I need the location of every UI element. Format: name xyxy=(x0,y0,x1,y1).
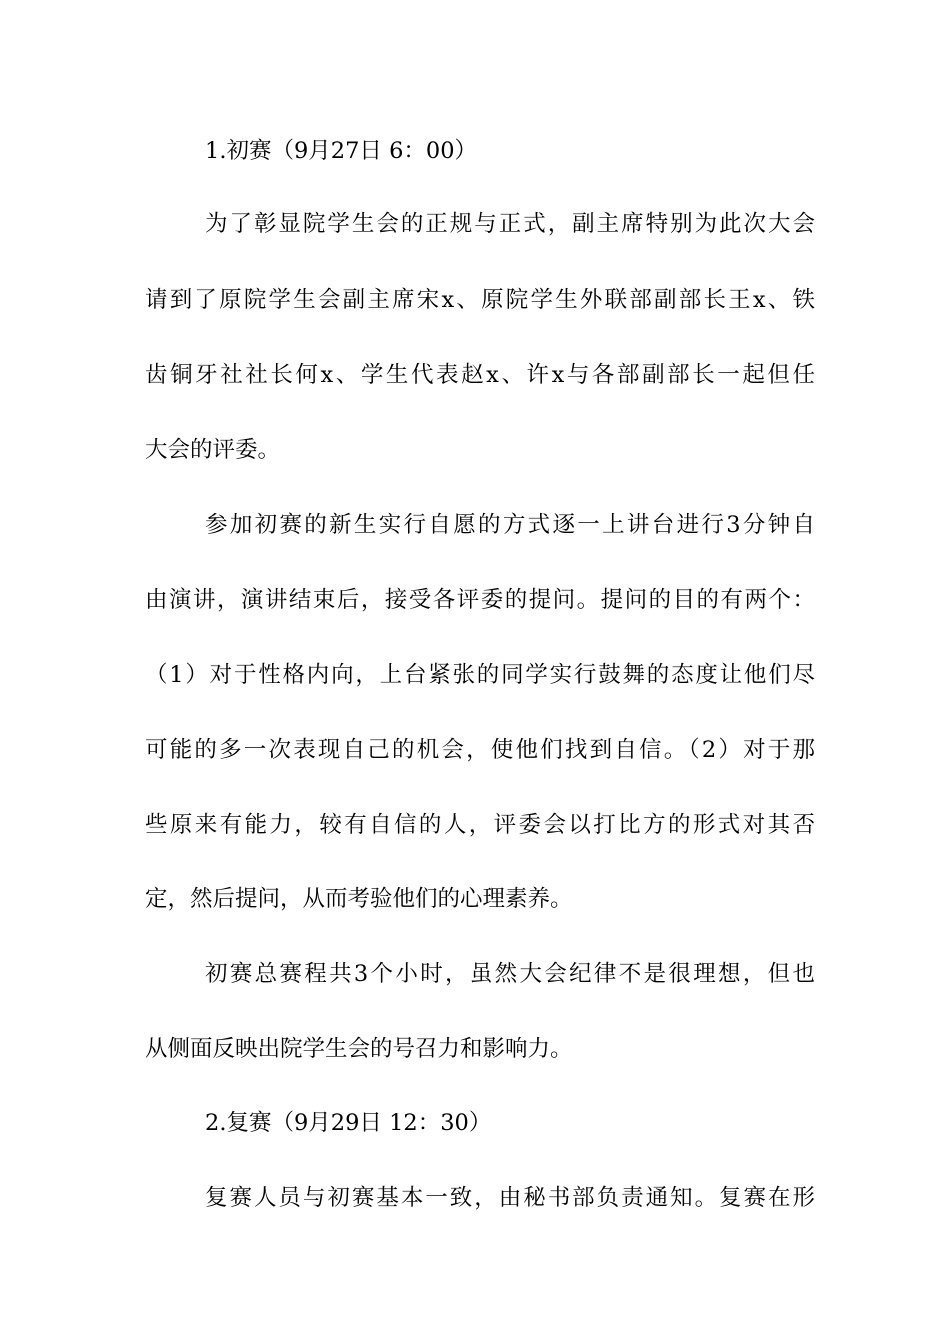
paragraph-line: 从侧面反映出院学生会的号召力和影响力。 xyxy=(145,1036,573,1062)
paragraph-line: 初赛总赛程共3个小时，虽然大会纪律不是很理想，但也 xyxy=(205,961,815,987)
paragraph-line: 请到了原院学生会副主席宋x、原院学生外联部副部长王x、铁 xyxy=(145,287,815,313)
section-heading-preliminary: 1.初赛（9月27日 6：00） xyxy=(205,138,478,164)
paragraph-line: 些原来有能力，较有自信的人，评委会以打比方的形式对其否 xyxy=(145,812,815,838)
paragraph-line: 可能的多一次表现自己的机会，使他们找到自信。（2）对于那 xyxy=(145,737,815,763)
paragraph-line: 复赛人员与初赛基本一致，由秘书部负责通知。复赛在形 xyxy=(205,1185,815,1211)
paragraph-line: 定，然后提问，从而考验他们的心理素养。 xyxy=(145,886,573,912)
paragraph-line: 参加初赛的新生实行自愿的方式逐一上讲台进行3分钟自 xyxy=(205,512,815,538)
paragraph-line: 由演讲，演讲结束后，接受各评委的提问。提问的目的有两个： xyxy=(145,587,815,613)
paragraph-line: （1）对于性格内向，上台紧张的同学实行鼓舞的态度让他们尽 xyxy=(145,662,815,688)
section-heading-semifinal: 2.复赛（9月29日 12：30） xyxy=(205,1110,492,1136)
paragraph-line: 为了彰显院学生会的正规与正式，副主席特别为此次大会 xyxy=(205,211,815,237)
paragraph-line: 大会的评委。 xyxy=(145,437,281,463)
paragraph-line: 齿铜牙社社长何x、学生代表赵x、许x与各部副部长一起但任 xyxy=(145,362,815,388)
